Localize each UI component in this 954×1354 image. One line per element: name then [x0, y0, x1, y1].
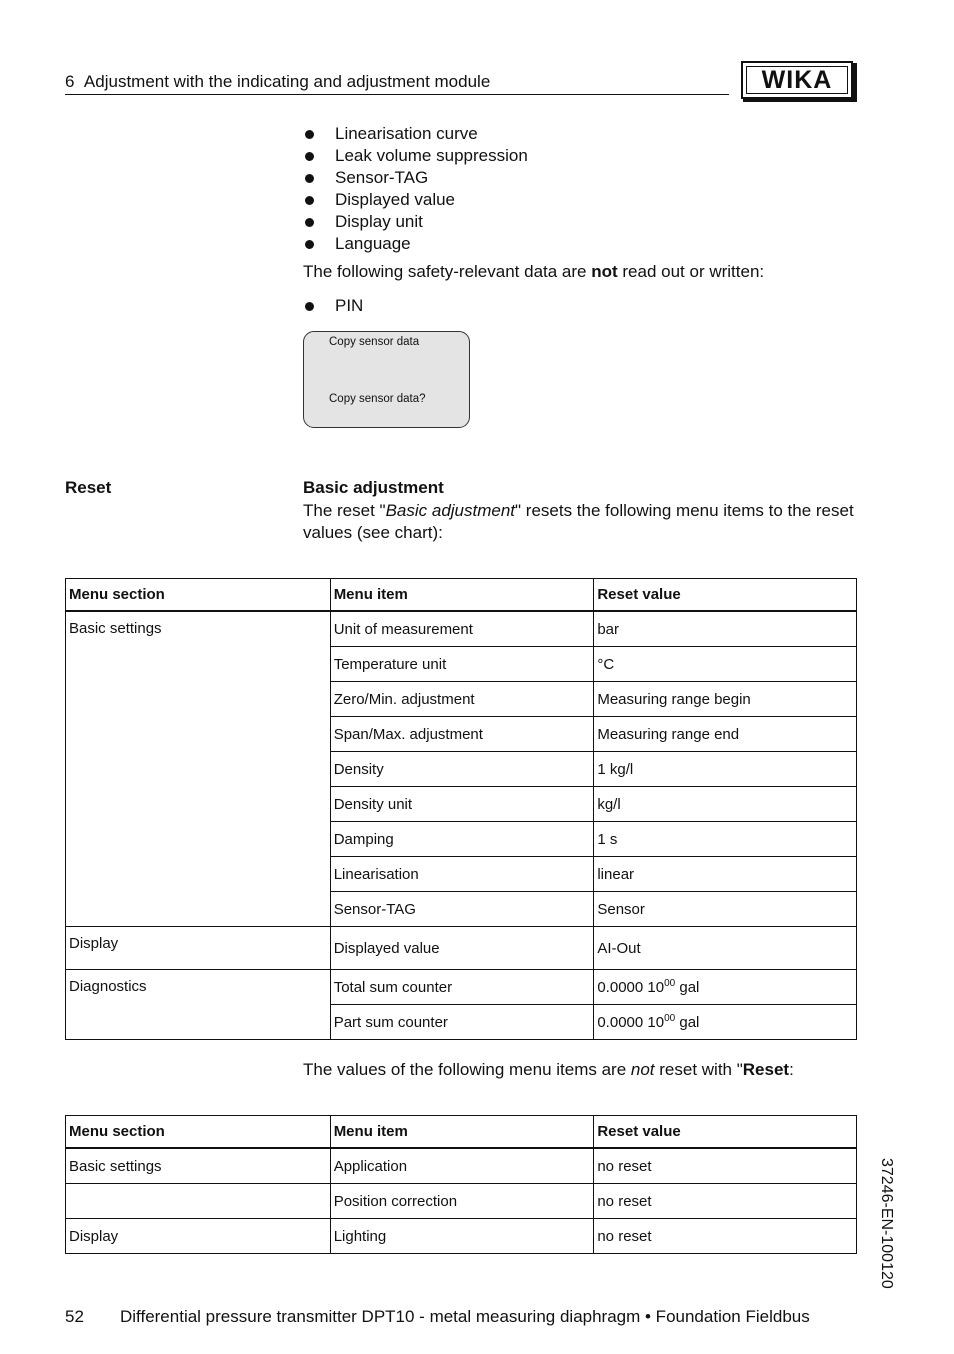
bullet-icon	[305, 152, 314, 161]
display-line-1: Copy sensor data	[329, 336, 420, 348]
chapter-title: Adjustment with the indicating and adjustment module	[83, 72, 491, 91]
safety-item-list	[303, 296, 363, 316]
footer-title: Differential pressure transmitter DPT10 - metal measuring diaphragm • Foundation Fieldbus	[120, 1307, 810, 1326]
column-header: Menu item	[330, 579, 594, 612]
emphasis-not: not	[591, 262, 618, 281]
list-item: Displayed value	[303, 190, 528, 212]
page-footer	[65, 1307, 810, 1327]
column-header: Menu section	[66, 579, 331, 612]
item-cell: Linearisation	[330, 857, 594, 892]
table-row	[66, 611, 857, 647]
chapter-number: 6	[65, 72, 75, 91]
item-cell: Application	[330, 1148, 594, 1184]
bullet-icon	[305, 240, 314, 249]
table-header-row	[66, 579, 857, 612]
section-cell: Diagnostics	[66, 970, 331, 1040]
list-item: Display unit	[303, 212, 528, 234]
column-header: Reset value	[594, 1116, 857, 1149]
section-title: Basic adjustment	[303, 478, 444, 497]
item-cell: Density unit	[330, 787, 594, 822]
list-item: Linearisation curve	[303, 124, 528, 146]
table-header-row	[66, 1116, 857, 1149]
value-cell: 0.0000 $10^{00}$ gal	[594, 1005, 857, 1040]
value-cell: 1 s	[594, 822, 857, 857]
value-cell: Sensor	[594, 892, 857, 927]
section-cell: Basic settings	[66, 1148, 331, 1184]
item-cell: Total sum counter	[330, 970, 594, 1005]
table-row	[66, 1148, 857, 1184]
value-cell: no reset	[594, 1184, 857, 1219]
logo-text: WIKA	[746, 66, 848, 94]
item-cell: Damping	[330, 822, 594, 857]
list-item: Sensor-TAG	[303, 168, 528, 190]
bullet-icon	[305, 130, 314, 139]
item-cell: Density	[330, 752, 594, 787]
table-row	[66, 1184, 857, 1219]
display-module-screen	[303, 331, 470, 428]
item-cell: Temperature unit	[330, 647, 594, 682]
wika-logo	[741, 61, 853, 99]
list-item: PIN	[303, 296, 363, 316]
item-cell: Unit of measurement	[330, 611, 594, 647]
data-bullet-list	[303, 124, 528, 256]
value-cell: no reset	[594, 1148, 857, 1184]
item-cell: Zero/Min. adjustment	[330, 682, 594, 717]
safety-paragraph: The following safety-relevant data are not read out or written:	[303, 262, 765, 281]
not-reset-paragraph: The values of the following menu items are not reset with "Reset:	[303, 1060, 794, 1079]
item-cell: Lighting	[330, 1219, 594, 1254]
document-code: 37246-EN-100120	[878, 1158, 895, 1289]
section-cell	[66, 1184, 331, 1219]
section-cell: Display	[66, 1219, 331, 1254]
item-cell: Displayed value	[330, 927, 594, 970]
column-header: Menu section	[66, 1116, 331, 1149]
value-cell: linear	[594, 857, 857, 892]
bullet-icon	[305, 302, 314, 311]
column-header: Reset value	[594, 579, 857, 612]
value-cell: no reset	[594, 1219, 857, 1254]
header-rule	[65, 94, 729, 95]
display-line-2: Copy sensor data?	[329, 393, 426, 405]
value-cell: Measuring range begin	[594, 682, 857, 717]
value-cell: 1 kg/l	[594, 752, 857, 787]
value-cell: AI-Out	[594, 927, 857, 970]
table-row	[66, 970, 857, 1005]
bullet-icon	[305, 218, 314, 227]
reset-values-table	[65, 578, 857, 1040]
logo-shadow-bottom	[743, 99, 857, 102]
item-cell: Sensor-TAG	[330, 892, 594, 927]
item-cell: Span/Max. adjustment	[330, 717, 594, 752]
value-cell: kg/l	[594, 787, 857, 822]
value-cell: °C	[594, 647, 857, 682]
table-row	[66, 927, 857, 970]
list-item: Leak volume suppression	[303, 146, 528, 168]
bullet-icon	[305, 174, 314, 183]
value-cell: bar	[594, 611, 857, 647]
value-cell: Measuring range end	[594, 717, 857, 752]
page-number: 52	[65, 1307, 84, 1326]
logo-shadow	[853, 63, 857, 101]
value-cell: 0.0000 $10^{00}$ gal	[594, 970, 857, 1005]
column-header: Menu item	[330, 1116, 594, 1149]
reset-description: The reset "Basic adjustment" resets the following menu items to the reset values (see chart):	[303, 501, 854, 542]
not-reset-table	[65, 1115, 857, 1254]
item-cell: Part sum counter	[330, 1005, 594, 1040]
item-cell: Position correction	[330, 1184, 594, 1219]
section-cell: Basic settings	[66, 611, 331, 927]
list-item: Language	[303, 234, 528, 256]
section-label-reset: Reset	[65, 478, 112, 497]
bullet-icon	[305, 196, 314, 205]
page-header	[65, 72, 490, 92]
table-row	[66, 1219, 857, 1254]
section-cell: Display	[66, 927, 331, 970]
